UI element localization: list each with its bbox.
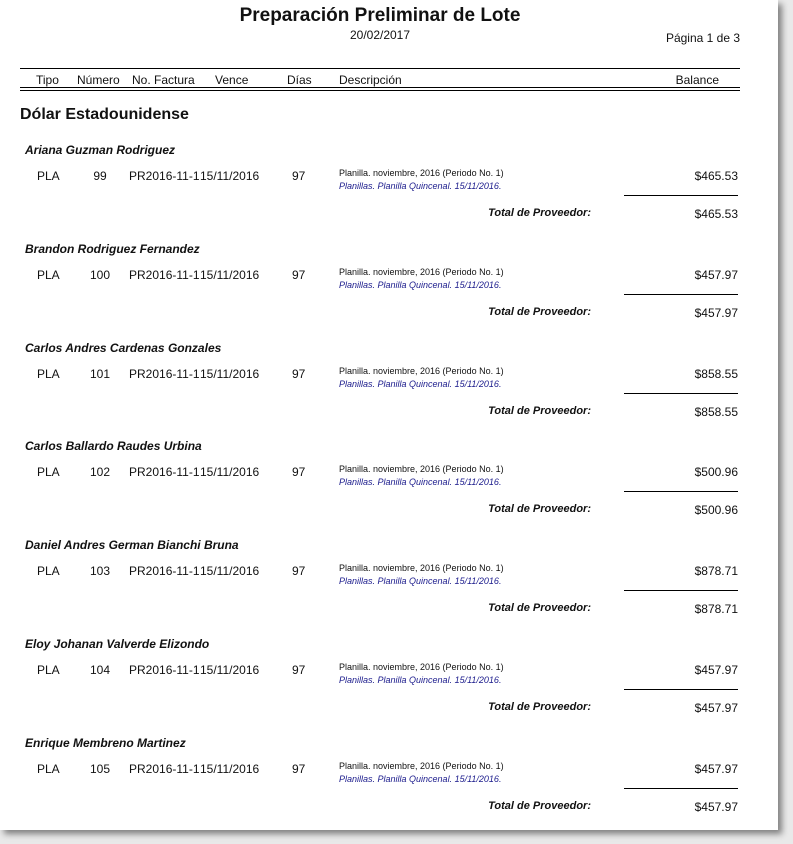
due-date: 15/11/2016 <box>200 564 260 579</box>
invoice-number: PR2016-11-1 <box>129 465 200 480</box>
line-balance: $457.97 <box>694 761 738 776</box>
description-line-2: Planillas. Planilla Quincenal. 15/11/2016. <box>339 181 502 191</box>
vendor-section <box>0 242 778 341</box>
description-line-1: Planilla. noviembre, 2016 (Periodo No. 1) <box>339 266 504 277</box>
vendor-name: Eloy Johanan Valverde Elizondo <box>25 637 210 651</box>
vendor-name: Brandon Rodriguez Fernandez <box>25 241 200 256</box>
vendor-total: $465.53 <box>694 207 738 221</box>
doc-type: PLA <box>37 564 60 579</box>
currency-group-title: Dólar Estadounidense <box>20 106 189 123</box>
vendor-section <box>0 637 778 736</box>
doc-type: PLA <box>37 761 60 776</box>
header-rule-top <box>20 68 740 69</box>
col-header-factura: No. Factura <box>132 73 195 87</box>
vendor-total-label: Total de Proveedor: <box>488 207 591 219</box>
vendor-section <box>0 736 778 830</box>
vendor-total-label: Total de Proveedor: <box>488 799 591 812</box>
line-balance: $500.96 <box>694 465 738 480</box>
invoice-number: PR2016-11-1 <box>129 169 200 183</box>
vendor-section <box>0 341 778 440</box>
due-date: 15/11/2016 <box>200 663 260 677</box>
description-line-1: Planilla. noviembre, 2016 (Periodo No. 1) <box>339 662 504 672</box>
doc-number: 100 <box>89 267 111 282</box>
total-rule <box>624 689 738 690</box>
doc-type: PLA <box>37 465 60 480</box>
days: 97 <box>292 169 306 183</box>
due-date: 15/11/2016 <box>200 465 260 480</box>
description-line-2: Planillas. Planilla Quincenal. 15/11/2016. <box>339 576 502 587</box>
vendor-total: $457.97 <box>694 305 738 320</box>
vendor-total: $457.97 <box>694 701 738 715</box>
vendor-total: $858.55 <box>694 404 738 419</box>
description-line-1: Planilla. noviembre, 2016 (Periodo No. 1) <box>339 365 504 376</box>
line-balance: $878.71 <box>694 564 738 579</box>
col-header-balance: Balance <box>675 73 719 87</box>
vendor-total-label: Total de Proveedor: <box>488 305 591 318</box>
due-date: 15/11/2016 <box>200 761 260 776</box>
vendor-section <box>0 538 778 637</box>
vendor-total-label: Total de Proveedor: <box>488 602 591 615</box>
doc-type: PLA <box>37 169 60 183</box>
invoice-number: PR2016-11-1 <box>129 761 200 776</box>
vendor-total: $500.96 <box>694 503 738 518</box>
line-balance: $858.55 <box>694 366 738 381</box>
doc-type: PLA <box>37 663 60 677</box>
days: 97 <box>292 267 306 282</box>
vendor-total-label: Total de Proveedor: <box>488 404 591 417</box>
line-balance: $465.53 <box>694 169 738 183</box>
description-line-2: Planillas. Planilla Quincenal. 15/11/2016. <box>339 279 502 290</box>
invoice-number: PR2016-11-1 <box>129 366 200 381</box>
days: 97 <box>292 465 306 480</box>
invoice-number: PR2016-11-1 <box>129 564 200 579</box>
doc-number: 101 <box>89 366 111 381</box>
col-header-numero: Número <box>77 73 120 87</box>
due-date: 15/11/2016 <box>200 267 260 282</box>
doc-number: 102 <box>89 465 111 480</box>
days: 97 <box>292 366 306 381</box>
description-line-2: Planillas. Planilla Quincenal. 15/11/2016. <box>339 773 502 784</box>
days: 97 <box>292 564 306 579</box>
report-title: Preparación Preliminar de Lote <box>239 5 521 26</box>
doc-type: PLA <box>37 366 60 381</box>
vendor-name: Carlos Andres Cardenas Gonzales <box>25 340 222 355</box>
doc-number: 105 <box>89 761 111 776</box>
vendor-total: $878.71 <box>694 602 738 617</box>
vendor-total: $457.97 <box>694 799 738 814</box>
doc-number: 103 <box>89 564 111 579</box>
due-date: 15/11/2016 <box>200 169 260 183</box>
days: 97 <box>292 761 306 776</box>
header-rule-bottom <box>20 87 740 88</box>
line-balance: $457.97 <box>694 663 738 677</box>
total-rule <box>624 788 738 789</box>
vendor-total-label: Total de Proveedor: <box>488 701 591 713</box>
doc-number: 99 <box>93 169 107 183</box>
description-line-2: Planillas. Planilla Quincenal. 15/11/2016. <box>339 378 502 389</box>
col-header-dias: Días <box>287 73 312 87</box>
header-rule-bottom-double <box>20 90 740 91</box>
due-date: 15/11/2016 <box>200 366 260 381</box>
vendor-total-label: Total de Proveedor: <box>488 503 591 516</box>
vendor-section <box>0 439 778 538</box>
description-line-1: Planilla. noviembre, 2016 (Periodo No. 1) <box>339 563 504 574</box>
vendor-section <box>0 143 778 242</box>
page-indicator: Página 1 de 3 <box>665 31 740 45</box>
vendor-name: Ariana Guzman Rodriguez <box>25 143 176 157</box>
col-header-vence: Vence <box>215 73 249 87</box>
total-rule <box>624 195 738 196</box>
report-date: 20/02/2017 <box>349 28 411 42</box>
invoice-number: PR2016-11-1 <box>129 663 200 677</box>
total-rule <box>624 590 738 591</box>
description-line-1: Planilla. noviembre, 2016 (Periodo No. 1) <box>339 760 504 771</box>
total-rule <box>624 294 738 295</box>
col-header-descripcion: Descripción <box>339 73 402 87</box>
vendor-name: Daniel Andres German Bianchi Bruna <box>25 538 239 553</box>
vendor-name: Enrique Membreno Martinez <box>25 735 186 750</box>
vendor-name: Carlos Ballardo Raudes Urbina <box>25 439 202 454</box>
invoice-number: PR2016-11-1 <box>129 267 200 282</box>
description-line-1: Planilla. noviembre, 2016 (Periodo No. 1) <box>339 168 504 178</box>
description-line-2: Planillas. Planilla Quincenal. 15/11/2016. <box>339 477 502 488</box>
doc-type: PLA <box>37 267 60 282</box>
total-rule <box>624 393 738 394</box>
line-balance: $457.97 <box>694 267 738 282</box>
days: 97 <box>292 663 306 677</box>
description-line-1: Planilla. noviembre, 2016 (Periodo No. 1) <box>339 464 504 475</box>
description-line-2: Planillas. Planilla Quincenal. 15/11/2016. <box>339 675 502 685</box>
doc-number: 104 <box>89 663 111 677</box>
col-header-tipo: Tipo <box>36 73 59 87</box>
total-rule <box>624 491 738 492</box>
